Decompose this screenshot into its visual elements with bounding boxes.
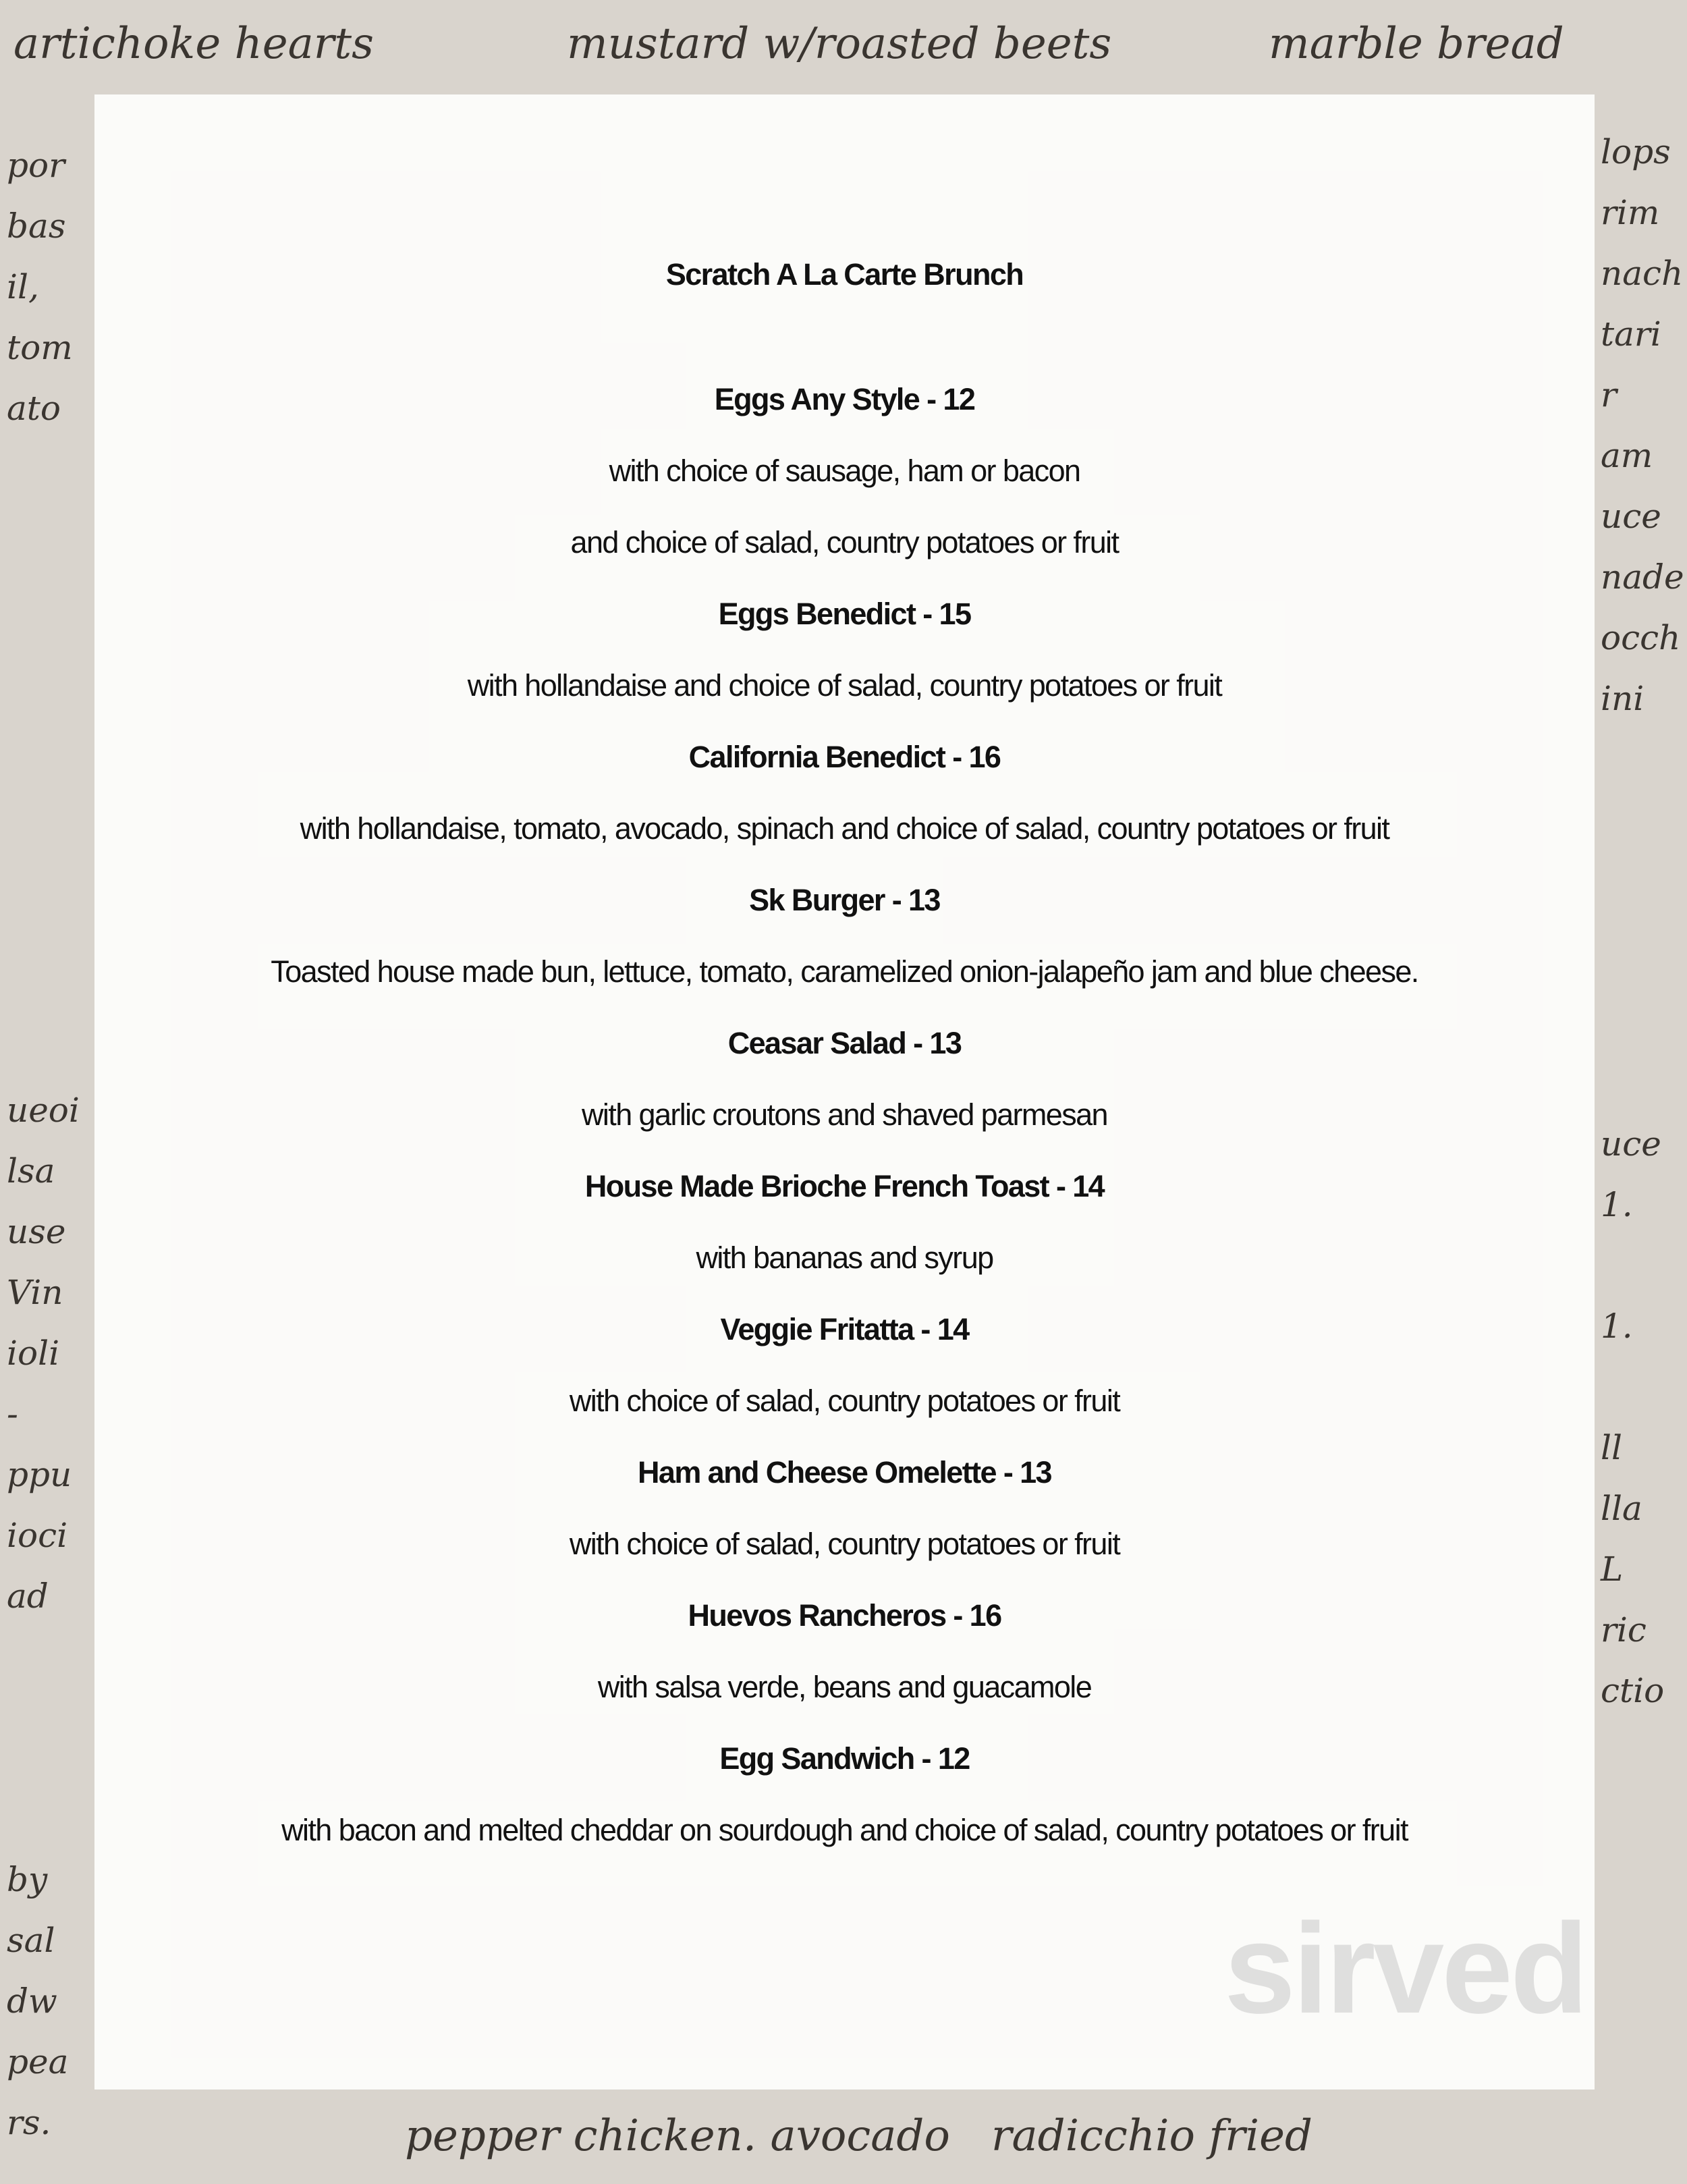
menu-item-description: Toasted house made bun, lettuce, tomato, caramelized onion-jalapeño jam and blue cheese. bbox=[271, 954, 1418, 989]
bg-scribble: ueoi lsa use Vin ioli - ppu ioci ad bbox=[7, 1091, 80, 1616]
menu-item-name: Huevos Rancheros - 16 bbox=[688, 1598, 1001, 1633]
menu-item-description: and choice of salad, country potatoes or fruit bbox=[570, 525, 1119, 559]
menu-item-description: with bacon and melted cheddar on sourdough and choice of salad, country potatoes or fruit bbox=[281, 1813, 1408, 1847]
menu-item-name: California Benedict - 16 bbox=[688, 740, 1001, 774]
menu-item-name: Veggie Fritatta - 14 bbox=[720, 1312, 969, 1346]
bg-scribble: uce 1. 1. ll lla L ric ctio bbox=[1601, 1124, 1665, 1710]
menu-item-name: Ham and Cheese Omelette - 13 bbox=[638, 1455, 1051, 1490]
menu-item-name: Eggs Benedict - 15 bbox=[718, 597, 971, 631]
bg-scribble: por bas il, tom ato bbox=[7, 146, 73, 428]
menu-item-description: with choice of sausage, ham or bacon bbox=[609, 454, 1080, 488]
menu-item-description: with hollandaise, tomato, avocado, spinach and choice of salad, country potatoes or fruit bbox=[300, 811, 1389, 846]
menu-item-description: with choice of salad, country potatoes or fruit bbox=[569, 1527, 1120, 1561]
menu-item-description: with salsa verde, beans and guacamole bbox=[597, 1670, 1092, 1704]
menu-item-name: Sk Burger - 13 bbox=[749, 883, 940, 917]
bg-scribble: marble bread bbox=[1269, 19, 1564, 69]
bg-scribble: mustard w/roasted beets bbox=[567, 19, 1112, 69]
menu-item-name: Eggs Any Style - 12 bbox=[714, 382, 975, 416]
bg-scribble: pepper chicken. avocado radicchio fried bbox=[405, 2111, 1312, 2161]
menu-item-description: with choice of salad, country potatoes or fruit bbox=[569, 1384, 1120, 1418]
bg-scribble: artichoke hearts bbox=[13, 19, 374, 69]
menu-item-description: with garlic croutons and shaved parmesan bbox=[582, 1097, 1107, 1132]
bg-scribble: by sal dw pea rs. bbox=[7, 1860, 69, 2142]
sirved-watermark: sirved bbox=[1224, 1897, 1586, 2040]
bg-scribble: lops rim nach tari r am uce nade occh ini bbox=[1601, 132, 1684, 718]
menu-item-name: House Made Brioche French Toast - 14 bbox=[584, 1169, 1105, 1203]
menu-item-name: Egg Sandwich - 12 bbox=[719, 1741, 970, 1776]
menu-title: Scratch A La Carte Brunch bbox=[665, 257, 1024, 292]
menu-item-description: with hollandaise and choice of salad, country potatoes or fruit bbox=[467, 668, 1222, 703]
menu-item-description: with bananas and syrup bbox=[696, 1240, 993, 1275]
menu-item-name: Ceasar Salad - 13 bbox=[727, 1026, 962, 1060]
